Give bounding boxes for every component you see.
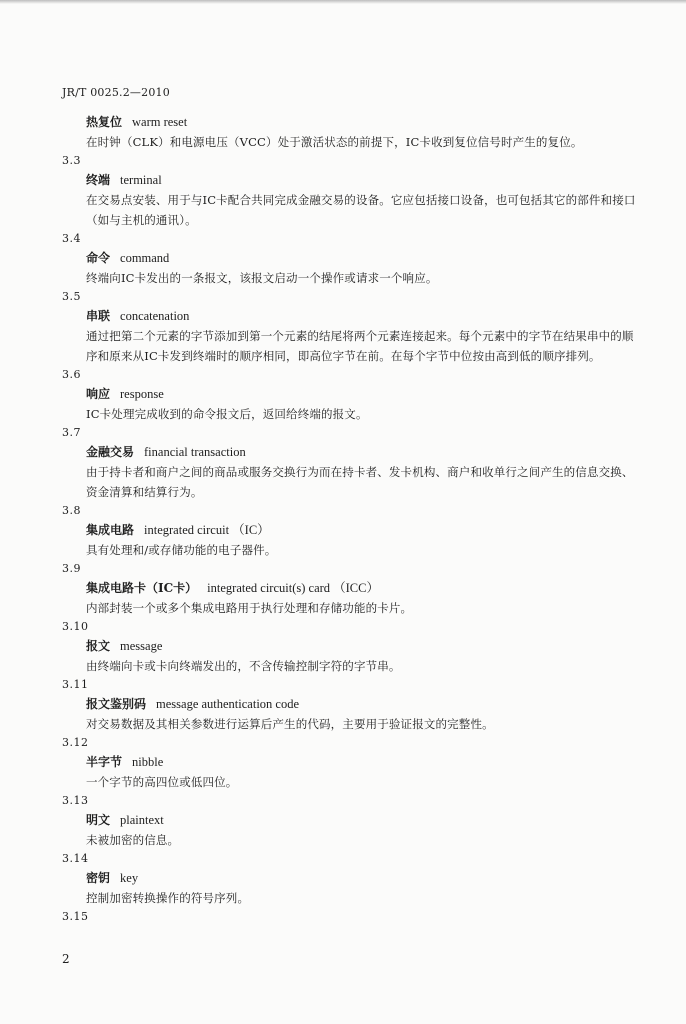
term-chinese: 串联 [86,309,111,323]
definition-entry [62,424,640,502]
term-line [62,810,640,830]
term-line [62,248,640,268]
term-chinese: 集成电路卡（IC卡） [86,581,198,595]
definition-text: 未被加密的信息。 [86,833,180,847]
definition-entry [62,288,640,366]
definition-entry [62,676,640,734]
term-chinese: 明文 [86,813,111,827]
term-chinese: 半字节 [86,755,123,769]
term-line [62,306,640,326]
term-line [62,636,640,656]
definition-text: 在时钟（CLK）和电源电压（VCC）处于激活状态的前提下，IC卡收到复位信号时产生的复位。 [86,135,583,149]
clause-number: 3.8 [62,504,81,517]
clause-number: 3.10 [62,620,89,633]
term-chinese: 报文鉴别码 [86,697,147,711]
definition-text: IC卡处理完成收到的命令报文后，返回给终端的报文。 [86,407,368,421]
clause-number: 3.7 [62,426,81,439]
term-line [62,578,640,598]
term-english: message authentication code [156,697,300,711]
clause-number: 3.4 [62,232,81,245]
term-chinese: 金融交易 [86,445,135,459]
term-english: nibble [132,755,164,769]
scan-edge [0,0,686,4]
definition-text: 通过把第二个元素的字节添加到第一个元素的结尾将两个元素连接起来。每个元素中的字节在结果串中的顺序和原来从IC卡发到终端时的顺序相同，即高位字节在前。在每个字节中位按由高到低的顺序排列。 [86,329,634,363]
term-english: integrated circuit （IC） [144,523,270,537]
definition-text: 控制加密转换操作的符号序列。 [86,891,250,905]
definition-text: 终端向IC卡发出的一条报文，该报文启动一个操作或请求一个响应。 [86,271,438,285]
definition-text: 对交易数据及其相关参数进行运算后产生的代码，主要用于验证报文的完整性。 [86,717,494,731]
definition-entry [62,502,640,560]
term-line [62,520,640,540]
term-english: financial transaction [144,445,246,459]
definition-entry [62,560,640,618]
term-line [62,384,640,404]
term-chinese: 密钥 [86,871,111,885]
clause-number: 3.3 [62,154,81,167]
definition-entry [62,850,640,908]
term-english: message [120,639,163,653]
term-chinese: 响应 [86,387,111,401]
term-line [62,868,640,888]
document-id-header: JR/T 0025.2—2010 [62,86,170,99]
definition-entry [62,230,640,288]
term-english: response [120,387,164,401]
clause-number: 3.6 [62,368,81,381]
clause-number: 3.13 [62,794,89,807]
definition-entry [62,152,640,230]
clause-number: 3.9 [62,562,81,575]
term-chinese: 热复位 [86,115,123,129]
clause-number: 3.14 [62,852,89,865]
definition-entry [62,366,640,424]
term-english: concatenation [120,309,190,323]
definition-text: 具有处理和/或存储功能的电子器件。 [86,543,277,557]
term-english: key [120,871,139,885]
term-chinese: 终端 [86,173,111,187]
definition-text: 由于持卡者和商户之间的商品或服务交换行为而在持卡者、发卡机构、商户和收单行之间产生的信息交换、资金清算和结算行为。 [86,465,634,499]
term-english: plaintext [120,813,164,827]
definition-entry [62,734,640,792]
term-chinese: 命令 [86,251,111,265]
clause-number: 3.11 [62,678,89,691]
clause-number: 3.15 [62,910,89,923]
term-english: terminal [120,173,162,187]
definition-entry [62,792,640,850]
term-english: command [120,251,170,265]
term-chinese: 报文 [86,639,111,653]
definition-entry [62,112,640,152]
term-line [62,112,640,132]
definition-text: 由终端向卡或卡向终端发出的，不含传输控制字符的字节串。 [86,659,401,673]
term-line [62,694,640,714]
definition-entry [62,618,640,676]
term-english: warm reset [132,115,188,129]
page-number: 2 [62,952,70,966]
definition-entry [62,908,640,926]
term-chinese: 集成电路 [86,523,135,537]
clause-number: 3.5 [62,290,81,303]
term-line [62,442,640,462]
definitions-list [62,112,640,926]
definition-text: 一个字节的高四位或低四位。 [86,775,238,789]
term-english: integrated circuit(s) card （ICC） [207,581,379,595]
definition-text: 内部封装一个或多个集成电路用于执行处理和存储功能的卡片。 [86,601,413,615]
term-line [62,170,640,190]
clause-number: 3.12 [62,736,89,749]
definition-text: 在交易点安装、用于与IC卡配合共同完成金融交易的设备。它应包括接口设备，也可包括其它的部件和接口（如与主机的通讯）。 [86,193,636,227]
term-line [62,752,640,772]
